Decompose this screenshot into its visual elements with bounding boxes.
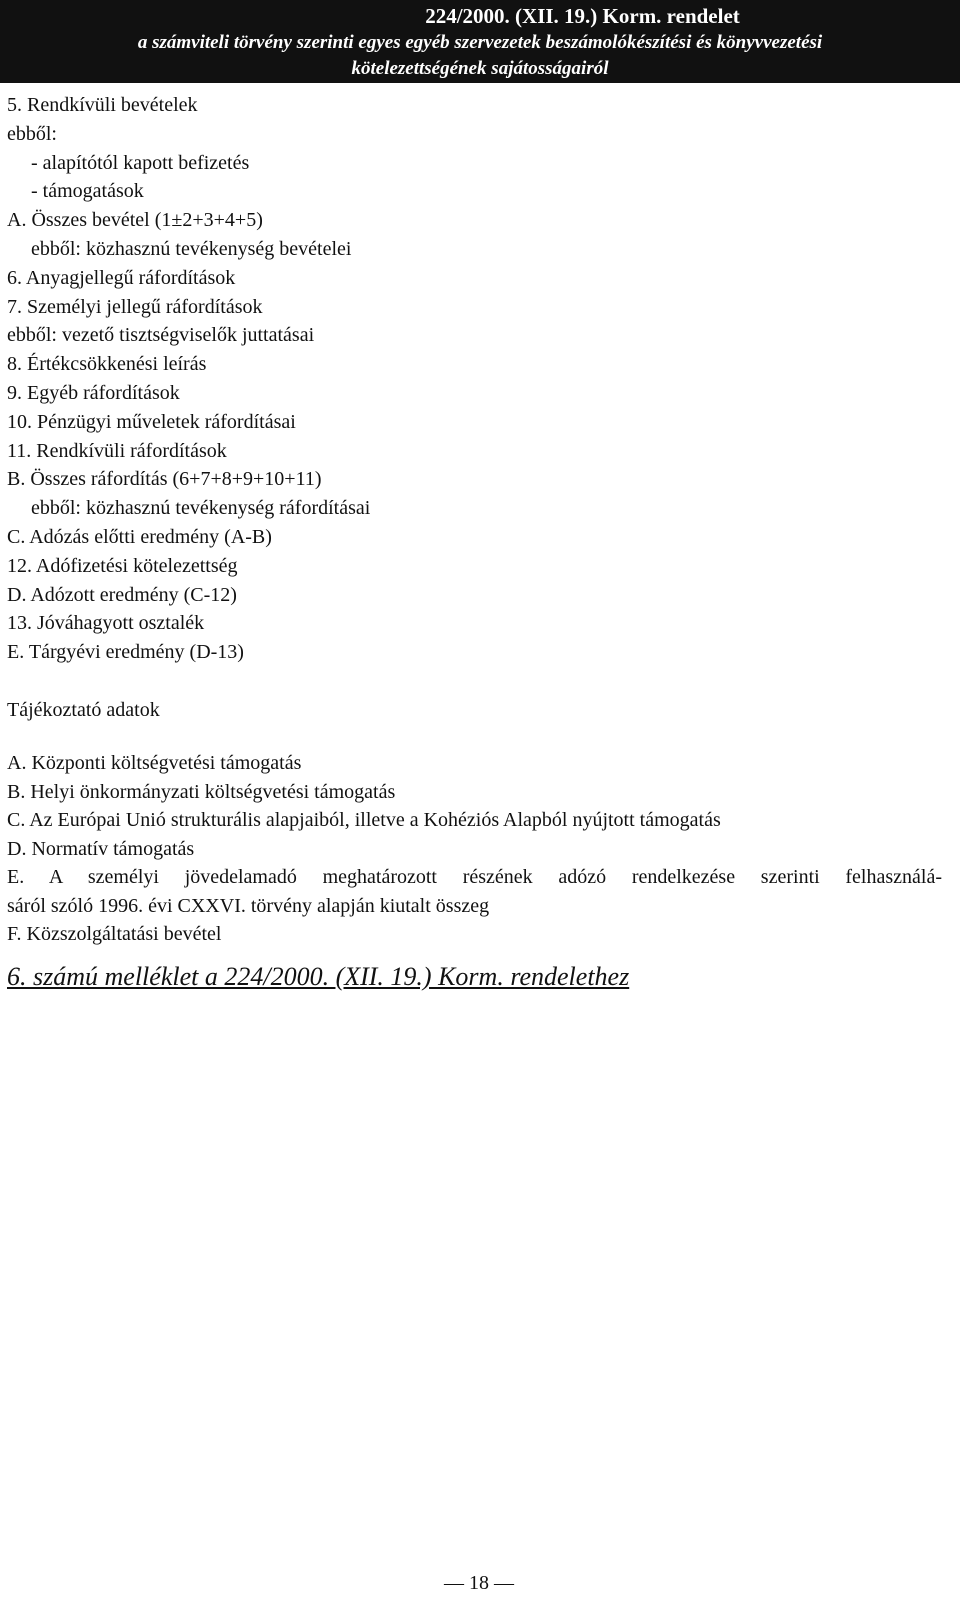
- info-item: C. Az Európai Unió strukturális alapjaiból, illetve a Kohéziós Alapból nyújtott támogatás: [7, 809, 721, 831]
- appendix-heading: 6. számú melléklet a 224/2000. (XII. 19.) Korm. rendelethez: [7, 962, 630, 991]
- list-item: 11. Rendkívüli ráfordítások: [7, 439, 227, 462]
- list-item: D. Adózott eredmény (C-12): [7, 583, 237, 606]
- info-section-title: Tájékoztató adatok: [7, 699, 160, 721]
- page-number: — 18 —: [444, 1572, 514, 1594]
- info-item: B. Helyi önkormányzati költségvetési támogatás: [7, 780, 396, 803]
- header-decree-title-1: a számviteli törvény szerinti egyes egyéb szervezetek beszámolókészítési és könyvvezetési: [137, 32, 823, 53]
- list-item: ebből:: [7, 122, 57, 145]
- list-item: 13. Jóváhagyott osztalék: [7, 612, 205, 635]
- list-item: 9. Egyéb ráfordítások: [7, 381, 180, 404]
- header-decree-number: 224/2000. (XII. 19.) Korm. rendelet: [425, 4, 740, 28]
- income-statement-list: [7, 91, 370, 667]
- info-item: A. Központi költségvetési támogatás: [7, 752, 302, 774]
- list-item: - támogatások: [31, 180, 144, 203]
- list-item: - alapítótól kapott befizetés: [31, 151, 250, 174]
- list-item: 7. Személyi jellegű ráfordítások: [7, 295, 263, 318]
- info-item: F. Közszolgáltatási bevétel: [7, 923, 222, 945]
- info-list: [7, 749, 942, 949]
- list-item: 8. Értékcsökkenési leírás: [7, 353, 207, 376]
- list-item: ebből: közhasznú tevékenység ráfordításai: [31, 497, 371, 520]
- info-item: E. A személyi jövedelamadó meghatározott részének adózó rendelkezése szerinti felhasználá-: [7, 866, 942, 888]
- list-item: 12. Adófizetési kötelezettség: [7, 554, 238, 577]
- list-item: 5. Rendkívüli bevételek: [7, 94, 198, 116]
- list-item: E. Tárgyévi eredmény (D-13): [7, 641, 244, 664]
- list-item: A. Összes bevétel (1±2+3+4+5): [7, 209, 263, 232]
- list-item: 6. Anyagjellegű ráfordítások: [7, 266, 236, 289]
- page-header: [0, 0, 960, 83]
- list-item: C. Adózás előtti eredmény (A-B): [7, 525, 272, 548]
- header-decree-title-2: kötelezettségének sajátosságairól: [351, 58, 609, 79]
- list-item: B. Összes ráfordítás (6+7+8+9+10+11): [7, 468, 322, 491]
- list-item: 10. Pénzügyi műveletek ráfordításai: [7, 410, 296, 433]
- info-item: D. Normatív támogatás: [7, 837, 195, 860]
- info-item: sáról szóló 1996. évi CXXVI. törvény alapján kiutalt összeg: [7, 894, 490, 917]
- list-item: ebből: közhasznú tevékenység bevételei: [31, 237, 352, 260]
- list-item: ebből: vezető tisztségviselők juttatásai: [7, 324, 315, 347]
